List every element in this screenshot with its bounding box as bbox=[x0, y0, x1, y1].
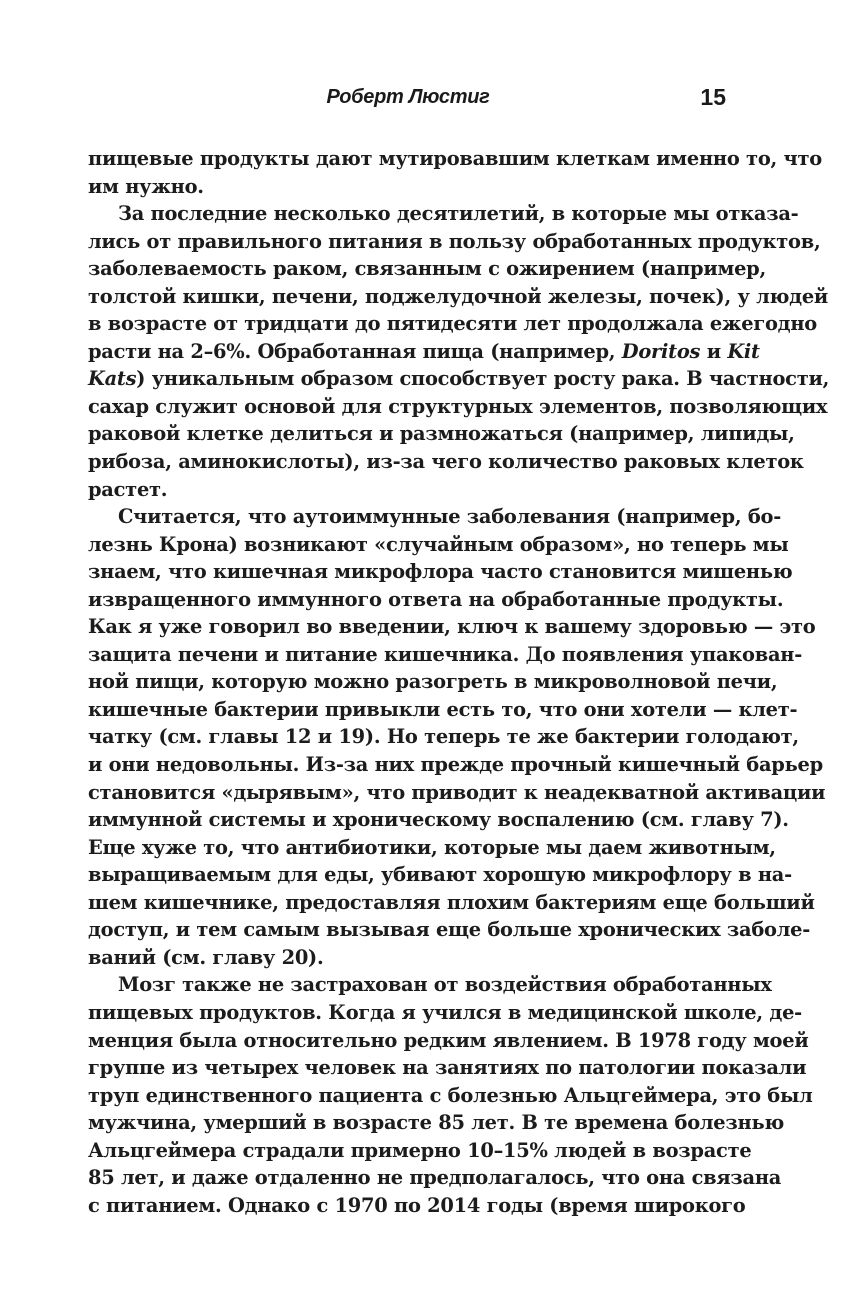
text-line bbox=[88, 1164, 782, 1192]
text-run: лись от правильного питания в пользу обработанных продуктов, bbox=[88, 229, 821, 253]
text-run: извращенного иммунного ответа на обработанные продукты. bbox=[88, 587, 784, 611]
text-run: группе из четырех человек на занятиях по патологии показали bbox=[88, 1056, 807, 1080]
text-run: становится «дырявым», что приводит к неадекватной активации bbox=[88, 780, 826, 804]
text-line bbox=[88, 944, 728, 972]
text-run: толстой кишки, печени, поджелудочной железы, почек), у людей bbox=[88, 284, 829, 308]
text-line bbox=[88, 1192, 746, 1220]
text-run: знаем, что кишечная микрофлора часто становится мишенью bbox=[88, 560, 793, 584]
text-run: раковой клетке делиться и размножаться (например, липиды, bbox=[88, 422, 795, 446]
text-run: ) уникальным образом способствует росту рака. В частности, bbox=[136, 367, 830, 391]
text-run: защита печени и питание кишечника. До появления упакован- bbox=[88, 642, 803, 666]
running-head: Роберт Люстиг bbox=[326, 86, 490, 108]
text-line bbox=[88, 999, 802, 1027]
text-run: Как я уже говорил во введении, ключ к вашему здоровью — это bbox=[88, 615, 816, 639]
text-line bbox=[88, 916, 811, 944]
page-number: 15 bbox=[700, 84, 726, 110]
text-run: с питанием. Однако с 1970 по 2014 годы (время широкого bbox=[88, 1193, 746, 1217]
text-run: им нужно. bbox=[88, 174, 204, 198]
text-line bbox=[88, 806, 789, 834]
text-run: Считается, что аутоиммунные заболевания (например, бо- bbox=[118, 505, 782, 529]
text-line bbox=[88, 255, 766, 283]
italic-text: Kats bbox=[88, 367, 137, 391]
body-text bbox=[88, 145, 830, 1219]
text-line bbox=[88, 200, 799, 228]
text-line bbox=[88, 971, 772, 999]
text-line bbox=[88, 586, 784, 614]
text-line bbox=[88, 861, 792, 889]
text-run: Еще хуже то, что антибиотики, которые мы даем животным, bbox=[88, 835, 776, 859]
text-run: расти на 2–6%. Обработанная пища (например, bbox=[88, 339, 622, 363]
text-line bbox=[88, 1027, 809, 1055]
italic-text: Doritos bbox=[621, 339, 701, 363]
text-run: рибоза, аминокислоты), из-за чего количество раковых клеток bbox=[88, 450, 804, 474]
text-line bbox=[88, 476, 728, 504]
text-line bbox=[88, 228, 821, 256]
text-run: в возрасте от тридцати до пятидесяти лет продолжала ежегодно bbox=[88, 312, 817, 336]
text-run: ной пищи, которую можно разогреть в микроволновой печи, bbox=[88, 670, 778, 694]
text-run: пищевые продукты дают мутировавшим клеткам именно то, что bbox=[88, 147, 822, 170]
text-line bbox=[88, 1137, 752, 1165]
text-run: доступ, и тем самым вызывая еще больше хронических заболе- bbox=[88, 918, 811, 942]
text-run: мужчина, умерший в возрасте 85 лет. В те времена болезнью bbox=[88, 1111, 785, 1135]
text-run: За последние несколько десятилетий, в которые мы отказа- bbox=[118, 202, 799, 226]
text-run: труп единственного пациента с болезнью Альцгеймера, это был bbox=[88, 1083, 813, 1107]
text-line bbox=[88, 1109, 785, 1137]
text-line bbox=[88, 310, 817, 338]
text-line bbox=[88, 1082, 813, 1110]
text-line bbox=[88, 751, 823, 779]
text-line bbox=[88, 1054, 807, 1082]
text-run: чатку (см. главы 12 и 19). Но теперь те же бактерии голодают, bbox=[88, 725, 799, 749]
text-line bbox=[88, 365, 830, 393]
text-run: и они недовольны. Из-за них прежде прочный кишечный барьер bbox=[88, 753, 823, 777]
text-run: Альцгеймера страдали примерно 10–15% людей в возрасте bbox=[88, 1138, 752, 1162]
text-run: иммунной системы и хроническому воспалению (см. главу 7). bbox=[88, 808, 789, 832]
text-run: растет. bbox=[88, 477, 168, 501]
text-line bbox=[88, 558, 793, 586]
text-line bbox=[88, 338, 760, 366]
text-run: сахар служит основой для структурных элементов, позволяющих bbox=[88, 394, 828, 418]
text-line bbox=[88, 696, 798, 724]
italic-text: Kit bbox=[727, 339, 760, 363]
text-run: выращиваемым для еды, убивают хорошую микрофлору в на- bbox=[88, 863, 792, 887]
text-run: заболеваемость раком, связанным с ожирением (например, bbox=[88, 257, 766, 281]
text-line bbox=[88, 641, 803, 669]
text-line bbox=[88, 668, 778, 696]
text-line bbox=[88, 173, 728, 201]
text-run: ваний (см. главу 20). bbox=[88, 945, 324, 969]
text-line bbox=[88, 531, 789, 559]
text-line bbox=[88, 393, 828, 421]
text-line bbox=[88, 145, 822, 173]
text-run: 85 лет, и даже отдаленно не предполагалось, что она связана bbox=[88, 1166, 782, 1190]
text-line bbox=[88, 613, 816, 641]
text-line bbox=[88, 889, 815, 917]
text-line bbox=[88, 834, 776, 862]
text-run: пищевых продуктов. Когда я учился в медицинской школе, де- bbox=[88, 1000, 802, 1024]
text-line bbox=[88, 503, 782, 531]
text-line bbox=[88, 779, 826, 807]
text-line bbox=[88, 448, 804, 476]
page-header bbox=[88, 82, 728, 112]
text-run: лезнь Крона) возникают «случайным образом», но теперь мы bbox=[88, 532, 789, 556]
text-run: кишечные бактерии привыкли есть то, что они хотели — клет- bbox=[88, 697, 798, 721]
text-line bbox=[88, 723, 799, 751]
text-line bbox=[88, 283, 829, 311]
text-line bbox=[88, 420, 795, 448]
text-run: шем кишечнике, предоставляя плохим бактериям еще больший bbox=[88, 890, 815, 914]
text-run: и bbox=[700, 339, 728, 363]
text-run: менция была относительно редким явлением. В 1978 году моей bbox=[88, 1028, 809, 1052]
text-run: Мозг также не застрахован от воздействия обработанных bbox=[118, 973, 772, 997]
